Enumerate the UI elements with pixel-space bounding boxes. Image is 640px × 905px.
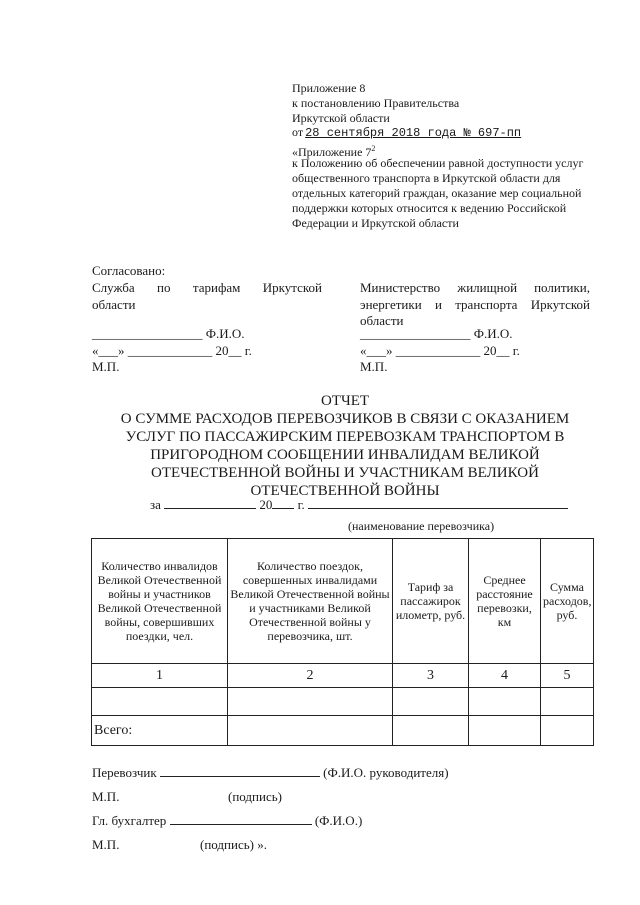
right-org-line-2: энергетики и транспорта Иркутской [360, 297, 590, 312]
carrier-fio-caption: (Ф.И.О. руководителя) [323, 765, 449, 780]
period-for: за [150, 497, 161, 512]
accountant-mp: М.П. [92, 837, 120, 852]
appendix-line-2: к постановлению Правительства [292, 96, 460, 110]
carrier-signature-caption: (подпись) [228, 789, 282, 804]
right-date-line: «___» _____________ 20__ г. [360, 343, 520, 358]
data-cell-1[interactable] [92, 688, 228, 716]
right-org-line-1: Министерство жилищной политики, [360, 280, 590, 295]
appendix-body: к Положению об обеспечении равной доступности услуг общественного транспорта в Иркутской области для отдельных категорий граждан, оказание мер социальной поддержки которых относится к ведению Российской Федерации и Иркутской области [292, 156, 584, 230]
period-year: 20 [259, 497, 273, 512]
table-data-row [92, 688, 594, 716]
agreed-label: Согласовано: [92, 263, 166, 278]
report-period [150, 496, 568, 513]
table-number-row [92, 664, 594, 688]
carrier-name-blank[interactable] [308, 496, 568, 509]
period-g: г. [297, 497, 305, 512]
period-blank[interactable] [164, 496, 256, 509]
appendix-line-3: Иркутской области [292, 111, 390, 125]
date-prefix: от [292, 125, 304, 139]
col-number-4: 4 [469, 664, 541, 688]
col-number-1: 1 [92, 664, 228, 688]
col-number-3: 3 [393, 664, 469, 688]
data-cell-2[interactable] [228, 688, 393, 716]
report-table [91, 538, 594, 746]
total-cell-5[interactable] [541, 716, 594, 746]
header-cell-5: Сумма расходов, руб. [541, 539, 594, 664]
accountant-signature-line [92, 812, 362, 829]
total-label: Всего: [92, 716, 228, 746]
left-org-line-1 [92, 279, 322, 296]
table-total-row [92, 716, 594, 746]
left-org-word-3: тарифам [192, 280, 241, 295]
header-cell-4: Среднее расстояние перевозки, км [469, 539, 541, 664]
year-blank[interactable] [272, 496, 294, 509]
data-cell-3[interactable] [393, 688, 469, 716]
table-header-row [92, 539, 594, 664]
appendix-superscript: 2 [371, 144, 376, 153]
report-subtitle: О СУММЕ РАСХОДОВ ПЕРЕВОЗЧИКОВ В СВЯЗИ С ОКАЗАНИЕМ УСЛУГ ПО ПАССАЖИРСКИМ ПЕРЕВОЗКАМ ТРАНСПОРТОМ В ПРИГОРОДНОМ СООБЩЕНИИ ИНВАЛИДАМ ВЕЛИКОЙ ОТЕЧЕСТВЕННОЙ ВОЙНЫ И УЧАСТНИКАМ ВЕЛИКОЙ ОТЕЧЕСТВЕННОЙ ВОЙНЫ [120, 411, 570, 499]
appendix-ref: «Приложение 7 [292, 145, 372, 159]
header-cell-3: Тариф за пассажирок илометр, руб. [393, 539, 469, 664]
date-stamp: 28 сентября 2018 года № 697-пп [305, 126, 522, 140]
carrier-mp: М.П. [92, 789, 120, 804]
right-fio-line: _________________ Ф.И.О. [360, 326, 513, 341]
col-number-2: 2 [228, 664, 393, 688]
carrier-fio-blank[interactable] [160, 764, 320, 777]
accountant-fio-caption: (Ф.И.О.) [314, 813, 363, 828]
accountant-label: Гл. бухгалтер [92, 813, 167, 828]
appendix-line-1: Приложение 8 [292, 81, 366, 95]
report-title: ОТЧЕТ [320, 393, 370, 409]
right-org-line-3: области [360, 313, 404, 328]
col-number-5: 5 [541, 664, 594, 688]
total-cell-4[interactable] [469, 716, 541, 746]
left-fio-line: _________________ Ф.И.О. [92, 326, 245, 341]
left-date-line: «___» _____________ 20__ г. [92, 343, 252, 358]
carrier-caption: (наименование перевозчика) [348, 519, 495, 533]
data-cell-5[interactable] [541, 688, 594, 716]
right-mp: М.П. [360, 359, 388, 374]
header-cell-1: Количество инвалидов Великой Отечественной войны и участников Великой Отечественной войны, совершивших поездки, чел. [92, 539, 228, 664]
data-cell-4[interactable] [469, 688, 541, 716]
left-org-line-2: области [92, 297, 136, 312]
accountant-signature-caption: (подпись) ». [200, 837, 267, 852]
left-org-word-1: Служба [92, 280, 135, 295]
total-cell-3[interactable] [393, 716, 469, 746]
carrier-label: Перевозчик [92, 765, 157, 780]
left-mp: М.П. [92, 359, 120, 374]
carrier-signature-line [92, 764, 449, 781]
header-cell-2: Количество поездок, совершенных инвалидами Великой Отечественной войны и участниками Великой Отечественной войны у перевозчика, шт. [228, 539, 393, 664]
appendix-date [292, 124, 521, 141]
left-org-word-2: по [157, 280, 171, 295]
accountant-fio-blank[interactable] [170, 812, 312, 825]
left-org-word-4: Иркутской [262, 280, 322, 295]
total-cell-2[interactable] [228, 716, 393, 746]
